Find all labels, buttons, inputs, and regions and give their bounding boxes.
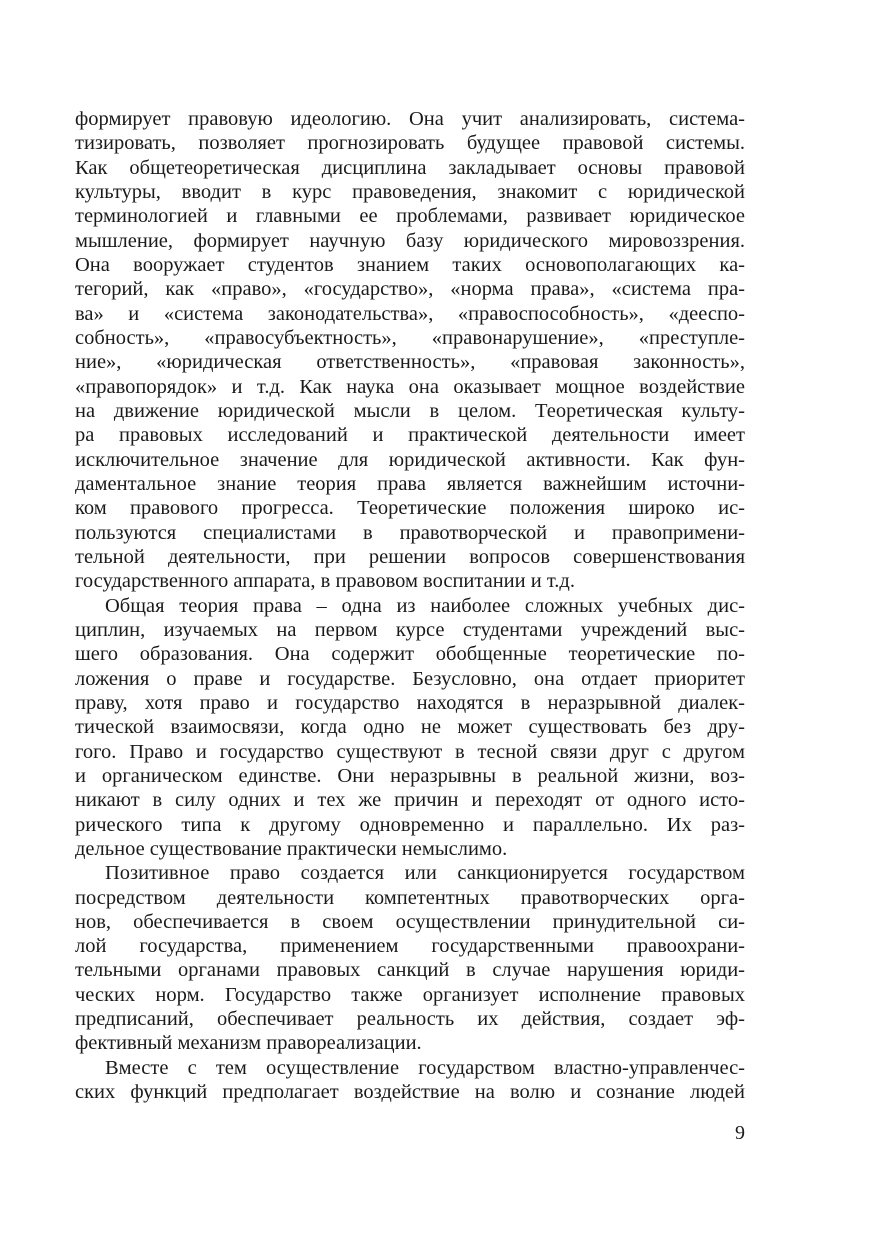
page-body xyxy=(75,107,745,1104)
text-line: ком правового прогресса. Теоретические положения широко ис- xyxy=(75,497,745,520)
page-number: 9 xyxy=(735,1122,745,1144)
text-line: формирует правовую идеологию. Она учит анализировать, система- xyxy=(75,108,745,130)
text-line: рического типа к другому одновременно и параллельно. Их раз- xyxy=(75,813,745,836)
text-line: Она вооружает студентов знанием таких основополагающих ка- xyxy=(75,253,745,276)
text-line: тизировать, позволяет прогнозировать будущее правовой системы. xyxy=(75,132,745,155)
text-line: собность», «правосубъектность», «правонарушение», «преступле- xyxy=(75,326,745,349)
text-line: исключительное значение для юридической активности. Как фун- xyxy=(75,448,745,471)
paragraph-4 xyxy=(75,1056,745,1105)
text-line: ложения о праве и государстве. Безусловно, она отдает приоритет xyxy=(75,667,745,690)
text-line: терминологией и главными ее проблемами, развивает юридическое xyxy=(75,205,745,228)
text-line: на движение юридической мысли в целом. Теоретическая культу- xyxy=(75,399,745,422)
text-line: праву, хотя право и государство находятся в неразрывной диалек- xyxy=(75,691,745,714)
text-line: государственного аппарата, в правовом воспитании и т.д. xyxy=(75,570,575,593)
text-line: тегорий, как «право», «государство», «норма права», «система пра- xyxy=(75,278,745,301)
text-line: циплин, изучаемых на первом курсе студентами учреждений выс- xyxy=(75,618,745,641)
text-line: ческих норм. Государство также организует исполнение правовых xyxy=(75,983,745,1006)
text-line: фективный механизм правореализации. xyxy=(75,1032,422,1055)
text-line: ние», «юридическая ответственность», «правовая законность», xyxy=(75,351,745,374)
text-line: посредством деятельности компетентных правотворческих орга- xyxy=(75,886,745,909)
text-line: ских функций предполагает воздействие на волю и сознание людей xyxy=(75,1081,745,1104)
text-line: Позитивное право создается или санкционируется государством xyxy=(105,862,745,885)
text-line: гого. Право и государство существуют в тесной связи друг с другом xyxy=(75,740,745,763)
text-line: тической взаимосвязи, когда одно не может существовать без дру- xyxy=(75,716,745,739)
text-line: дельное существование практически немыслимо. xyxy=(75,837,508,860)
text-line: «правопорядок» и т.д. Как наука она оказывает мощное воздействие xyxy=(75,375,745,398)
text-line: ва» и «система законодательства», «правоспособность», «дееспо- xyxy=(75,302,745,325)
text-line: мышление, формирует научную базу юридического мировоззрения. xyxy=(75,229,745,252)
text-line: лой государства, применением государственными правоохрани- xyxy=(75,935,745,958)
text-line: Как общетеоретическая дисциплина закладывает основы правовой xyxy=(75,156,745,179)
text-line: предписаний, обеспечивает реальность их действия, создает эф- xyxy=(75,1008,745,1031)
text-line: никают в силу одних и тех же причин и переходят от одного исто- xyxy=(75,789,745,812)
text-line: культуры, вводит в курс правоведения, знакомит с юридической xyxy=(75,180,745,203)
text-line: шего образования. Она содержит обобщенные теоретические по- xyxy=(75,643,745,666)
text-line: тельной деятельности, при решении вопросов совершенствования xyxy=(75,545,745,568)
text-line: Общая теория права – одна из наиболее сложных учебных дис- xyxy=(105,594,745,617)
text-line: нов, обеспечивается в своем осуществлении принудительной си- xyxy=(75,910,745,933)
text-line: тельными органами правовых санкций в случае нарушения юриди- xyxy=(75,959,745,982)
paragraph-2 xyxy=(75,594,745,862)
text-line: пользуются специалистами в правотворческой и правопримени- xyxy=(75,521,745,544)
text-line: и органическом единстве. Они неразрывны в реальной жизни, воз- xyxy=(75,764,745,787)
paragraph-1 xyxy=(75,107,745,594)
text-line: ра правовых исследований и практической деятельности имеет xyxy=(75,424,745,447)
text-line: даментальное знание теория права является важнейшим источни- xyxy=(75,472,745,495)
text-line: Вместе с тем осуществление государством властно-управленчес- xyxy=(105,1056,745,1079)
paragraph-3 xyxy=(75,861,745,1056)
